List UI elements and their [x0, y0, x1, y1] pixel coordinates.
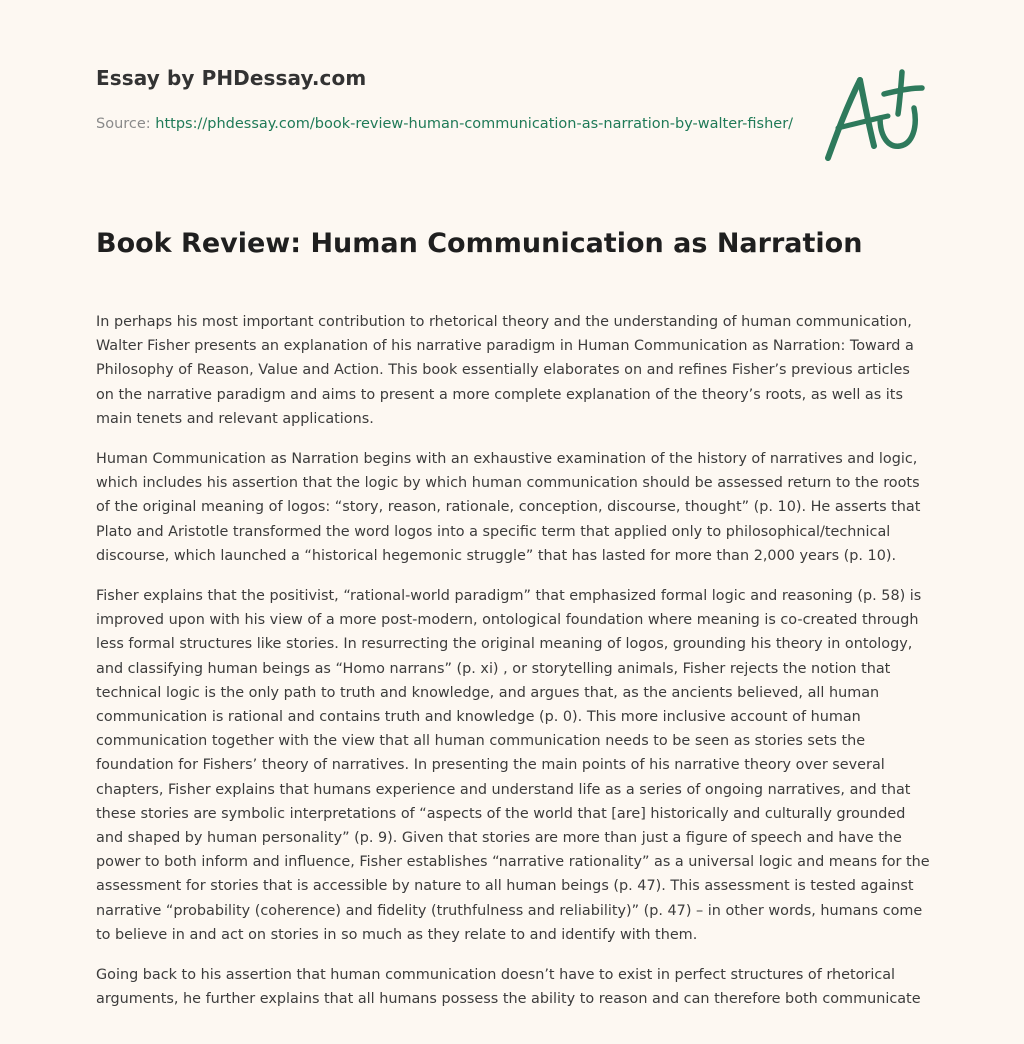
paragraph: In perhaps his most important contribution to rhetorical theory and the understanding of human communication, Walter Fisher presents an explanation of his narrative paradigm in Human Communication as Narration: Toward a Philosophy of Reason, Value and Action. This book essentially elaborates on and refines Fisher’s previous articles on the narrative paradigm and aims to present a more complete explanation of the theory’s roots, as well as its main tenets and relevant applications.	[96, 314, 914, 427]
source-line	[96, 112, 796, 136]
paragraph: Fisher explains that the positivist, “rational-world paradigm” that emphasized formal logic and reasoning (p. 58) is improved upon with his view of a more post-modern, ontological foundation where meaning is co-created through less formal structures like stories. In resurrecting the original meaning of logos, grounding his theory in ontology, and classifying human beings as “Homo narrans” (p. xi) , or storytelling animals, Fisher rejects the notion that technical logic is the only path to truth and knowledge, and argues that, as the ancients believed, all human communication is rational and contains truth and knowledge (p. 0). This more inclusive account of human communication together with the view that all human communication needs to be seen as stories sets the foundation for Fishers’ theory of narratives. In presenting the main points of his narrative theory over several chapters, Fisher explains that humans experience and understand life as a series of ongoing narratives, and that these stories are symbolic interpretations of “aspects of the world that [are] historically and culturally grounded and shaped by human personality” (p. 9). Given that stories are more than just a figure of speech and have the power to both inform and influence, Fisher establishes “narrative rationality” as a universal logic and means for the assessment for stories that is accessible by nature to all human beings (p. 47). This assessment is tested against narrative “probability (coherence) and fidelity (truthfulness and reliability)” (p. 47) – in other words, humans come to believe in and act on stories in so much as they relate to and identify with them.	[96, 588, 930, 943]
source-label: Source:	[96, 116, 156, 132]
brand-name: Essay by PHDessay.com	[96, 66, 367, 90]
paragraph: Going back to his assertion that human communication doesn’t have to exist in perfect structures of rhetorical arguments, he further explains that all humans possess the ability to reason and can therefore both communicate	[96, 967, 921, 1008]
a-plus-grade-icon	[818, 66, 930, 166]
paragraph: Human Communication as Narration begins with an exhaustive examination of the history of narratives and logic, which includes his assertion that the logic by which human communication should be assessed return to the roots of the original meaning of logos: “story, reason, rationale, conception, discourse, thought” (p. 10). He asserts that Plato and Aristotle transformed the word logos into a specific term that applied only to philosophical/technical discourse, which launched a “historical hegemonic struggle” that has lasted for more than 2,000 years (p. 10).	[96, 451, 921, 564]
article-body	[96, 310, 930, 1027]
page-header	[96, 64, 796, 136]
article-title: Book Review: Human Communication as Narration	[96, 228, 863, 259]
source-link[interactable]: https://phdessay.com/book-review-human-communication-as-narration-by-walter-fisher/	[155, 116, 794, 132]
